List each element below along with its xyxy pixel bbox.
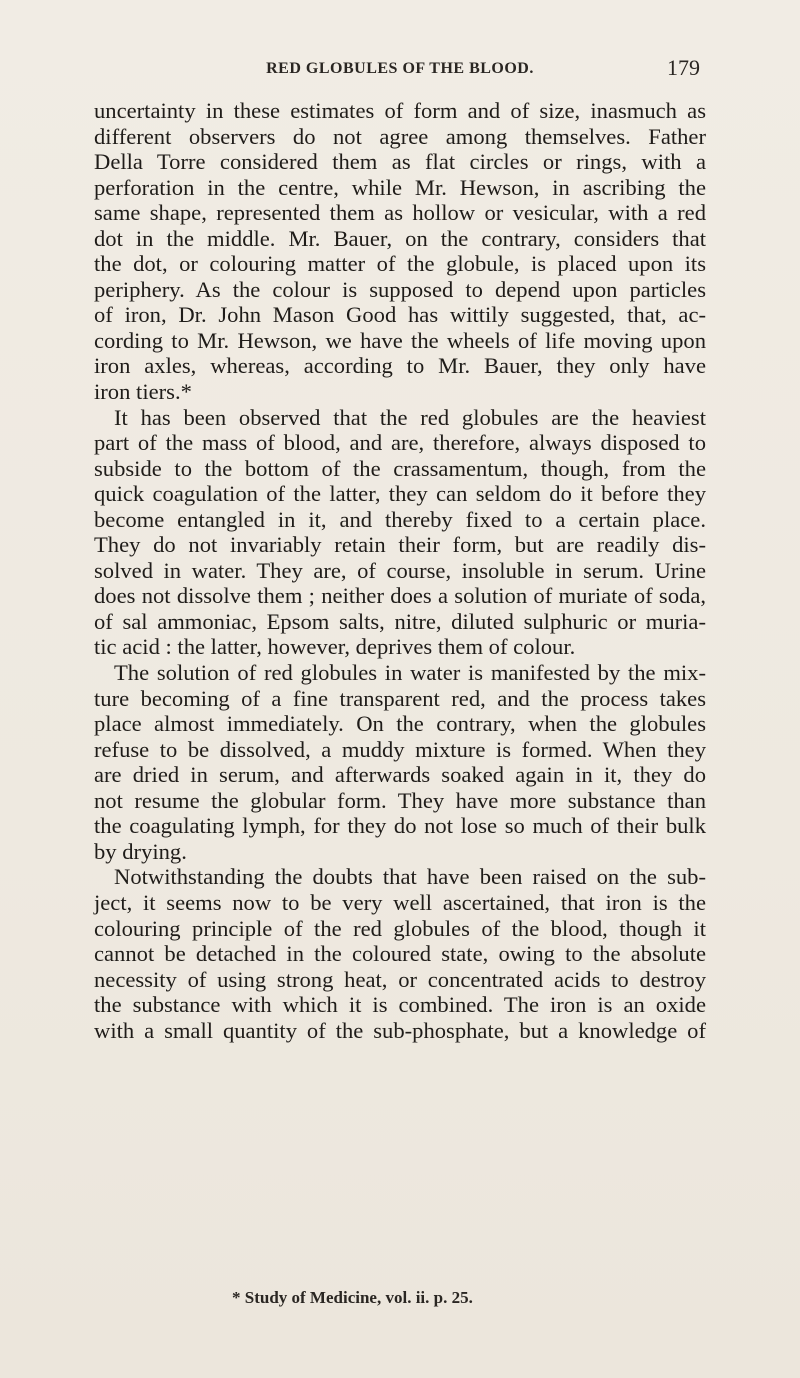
text-line: not resume the globular form. They have more substance than [94,787,706,813]
running-head: RED GLOBULES OF THE BLOOD. [266,60,534,77]
text-line: Della Torre considered them as flat circles or rings, with a [94,149,706,175]
text-line: by drying. [94,838,187,864]
text-line: different observers do not agree among themselves. Father [94,123,706,149]
text-line: iron axles, whereas, according to Mr. Bauer, they only have [94,353,706,379]
text-line: of iron, Dr. John Mason Good has wittily suggested, that, ac- [94,302,706,328]
text-line: quick coagulation of the latter, they can seldom do it before they [94,481,706,507]
footnote: * Study of Medicine, vol. ii. p. 25. [232,1288,473,1307]
text-line: the substance with which it is combined. The iron is an oxide [94,992,706,1018]
text-line: are dried in serum, and afterwards soaked again in it, they do [94,762,706,788]
text-line: cording to Mr. Hewson, we have the wheels of life moving upon [94,327,706,353]
text-line: refuse to be dissolved, a muddy mixture is formed. When they [94,736,706,762]
text-line: become entangled in it, and thereby fixed to a certain place. [94,506,706,532]
text-line: ture becoming of a fine transparent red, and the process takes [94,685,706,711]
text-line: ject, it seems now to be very well ascertained, that iron is the [94,889,706,915]
text-line: dot in the middle. Mr. Bauer, on the contrary, considers that [94,225,706,251]
text-line: does not dissolve them ; neither does a solution of muriate of soda, [94,583,706,609]
paragraph-start-line: It has been observed that the red globules are the heaviest [114,404,706,430]
text-line: same shape, represented them as hollow or vesicular, with a red [94,200,706,226]
text-line: subside to the bottom of the crassamentum, though, from the [94,455,706,481]
text-line: uncertainty in these estimates of form and of size, inasmuch as [94,98,706,123]
paragraph-start-line: Notwithstanding the doubts that have been raised on the sub- [114,864,706,890]
text-line: the dot, or colouring matter of the globule, is placed upon its [94,251,706,277]
text-line: perforation in the centre, while Mr. Hewson, in ascribing the [94,174,706,200]
body-text [94,98,706,1043]
text-line: solved in water. They are, of course, insoluble in serum. Urine [94,557,706,583]
text-line: of sal ammoniac, Epsom salts, nitre, diluted sulphuric or muria- [94,608,706,634]
text-line: necessity of using strong heat, or concentrated acids to destroy [94,966,706,992]
page-number: 179 [667,55,700,80]
text-line: the coagulating lymph, for they do not lose so much of their bulk [94,813,706,839]
text-line: cannot be detached in the coloured state, owing to the absolute [94,941,706,967]
paragraph-start-line: The solution of red globules in water is manifested by the mix- [114,660,706,686]
text-line: colouring principle of the red globules of the blood, though it [94,915,706,941]
text-line: iron tiers.* [94,379,192,405]
text-line: with a small quantity of the sub-phosphate, but a knowledge of [94,1017,706,1043]
text-line: periphery. As the colour is supposed to depend upon particles [94,276,706,302]
text-line: They do not invariably retain their form, but are readily dis- [94,532,706,558]
text-line: part of the mass of blood, and are, therefore, always disposed to [94,430,706,456]
text-line: place almost immediately. On the contrary, when the globules [94,711,706,737]
text-line: tic acid : the latter, however, deprives them of colour. [94,634,576,660]
